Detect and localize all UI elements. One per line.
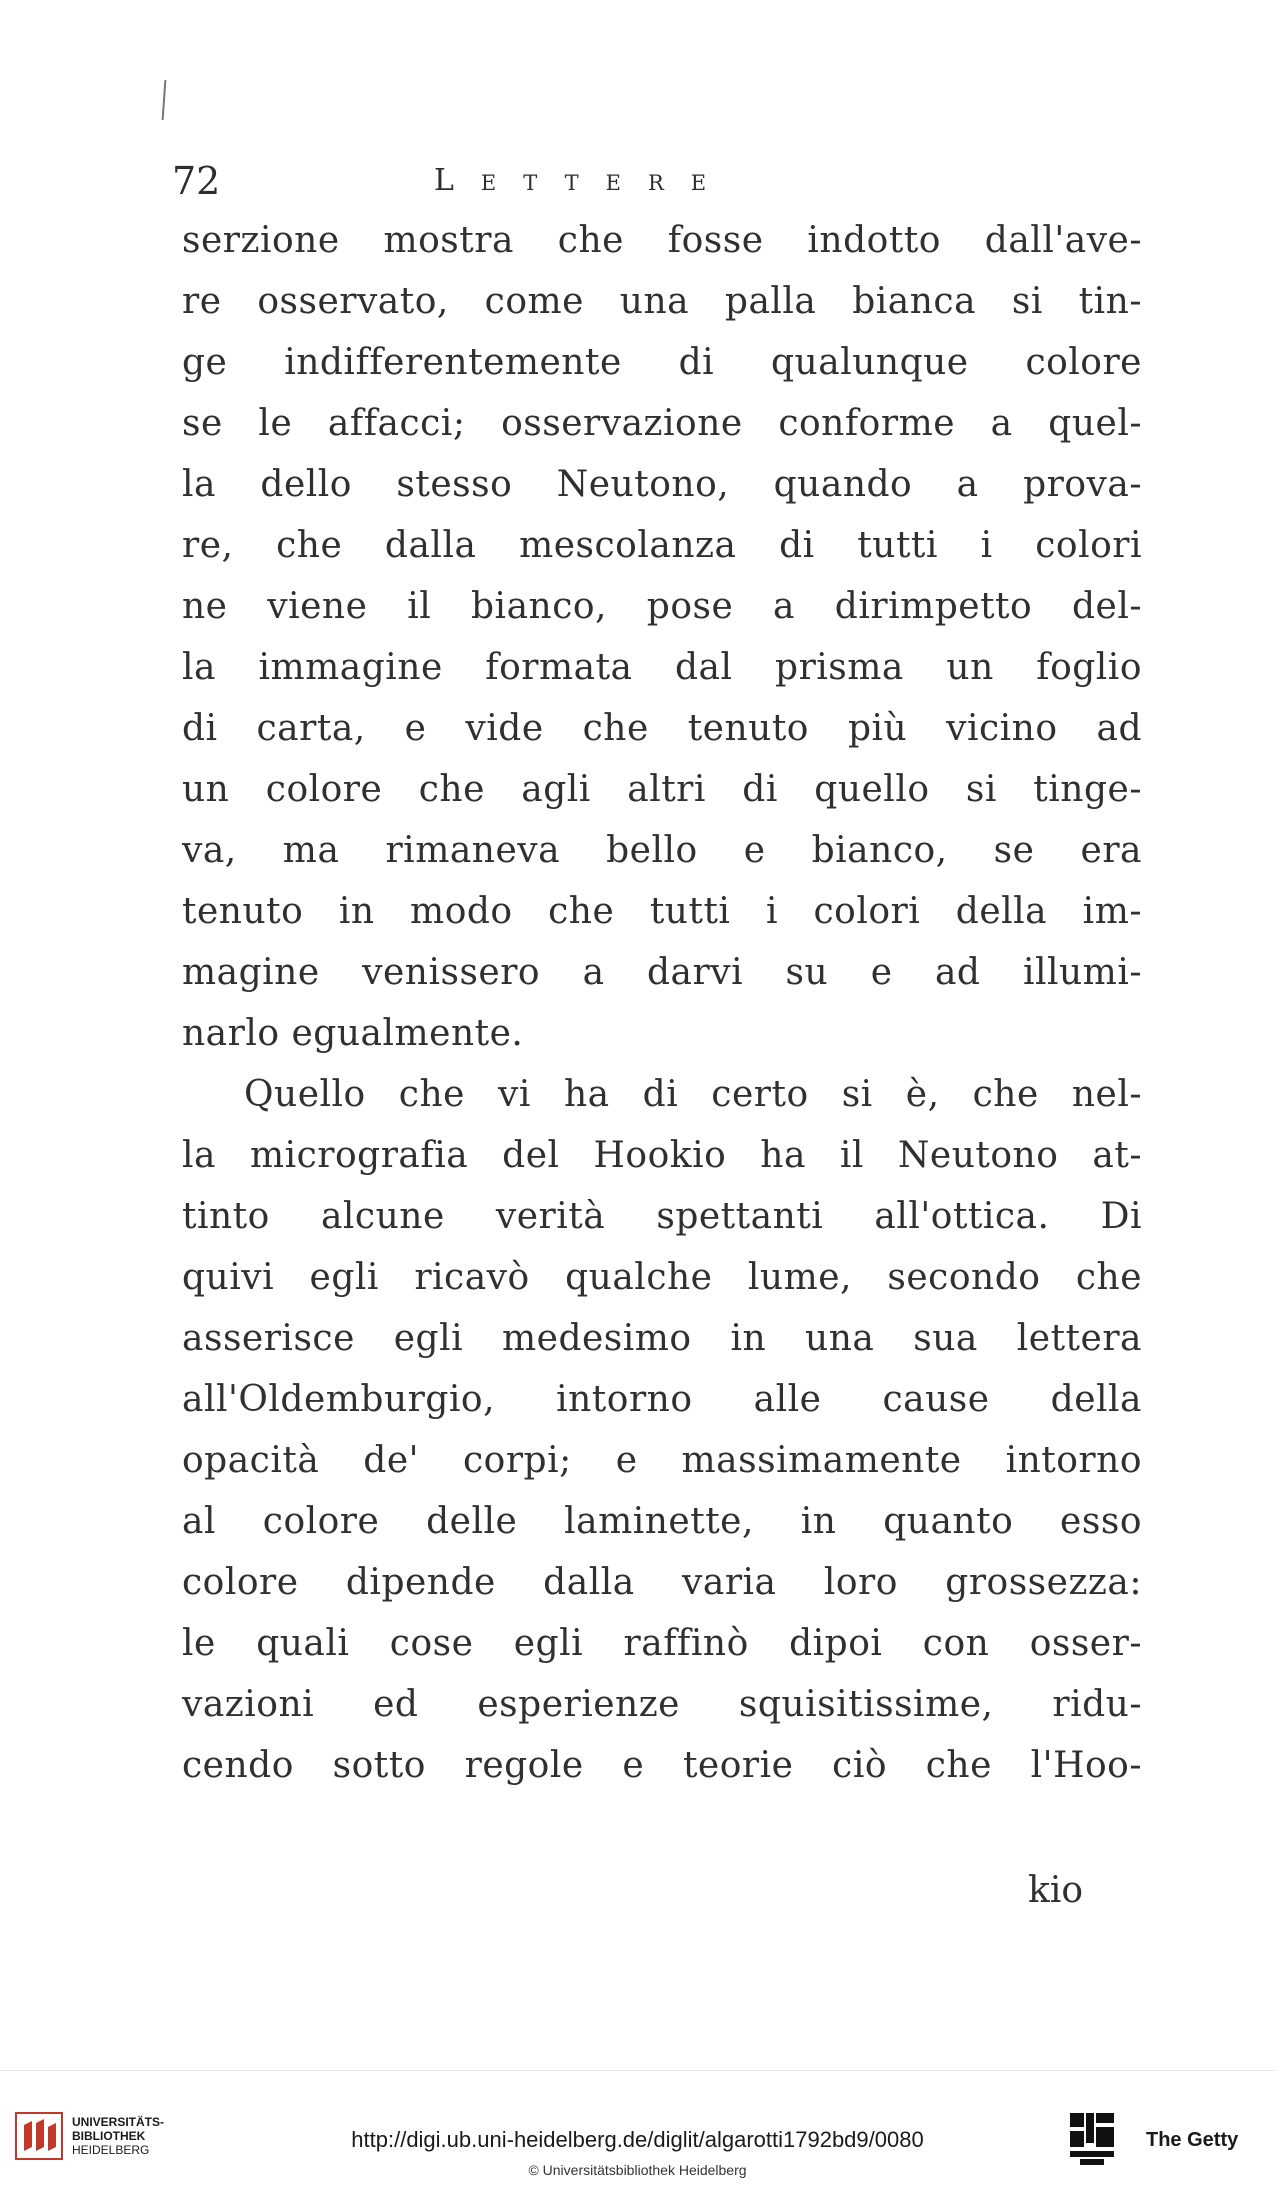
running-title: Lettere	[434, 163, 734, 198]
running-head	[172, 158, 872, 204]
text-line: all'Oldemburgio, intorno alle cause della	[182, 1379, 1142, 1420]
text-line: la micrografia del Hookio ha il Neutono at-	[182, 1135, 1142, 1176]
text-line: va, ma rimaneva bello e bianco, se era	[182, 830, 1142, 871]
getty-logo-icon	[1070, 2113, 1114, 2165]
library-name-line: HEIDELBERG	[72, 2143, 150, 2157]
partner-name: The Getty	[1146, 2129, 1239, 2151]
text-line: asserisce egli medesimo in una sua lettera	[182, 1318, 1142, 1359]
text-line: serzione mostra che fosse indotto dall'ave-	[182, 220, 1142, 261]
text-line: la immagine formata dal prisma un foglio	[182, 647, 1142, 688]
text-line: un colore che agli altri di quello si tinge-	[182, 769, 1142, 810]
catchword: kio	[1028, 1870, 1084, 1911]
page-number: 72	[172, 159, 221, 203]
text-line: vazioni ed esperienze squisitissime, ridu-	[182, 1684, 1142, 1725]
text-line: se le affacci; osservazione conforme a quel-	[182, 403, 1142, 444]
text-line: le quali cose egli raffinò dipoi con osser-	[182, 1623, 1142, 1664]
text-line: al colore delle laminette, in quanto esso	[182, 1501, 1142, 1542]
scan-mark	[162, 80, 167, 120]
text-line: re osservato, come una palla bianca si tin-	[182, 281, 1142, 322]
viewer-footer	[0, 2070, 1275, 2201]
text-line: ne viene il bianco, pose a dirimpetto del-	[182, 586, 1142, 627]
copyright-notice: © Universitätsbibliothek Heidelberg	[528, 2162, 747, 2178]
text-line: la dello stesso Neutono, quando a prova-	[182, 464, 1142, 505]
paragraph-first-line: Quello che vi ha di certo si è, che nel-	[244, 1074, 1142, 1115]
text-line: opacità de' corpi; e massimamente intorno	[182, 1440, 1142, 1481]
text-line: cendo sotto regole e teorie ciò che l'Hoo-	[182, 1745, 1142, 1786]
text-line: quivi egli ricavò qualche lume, secondo che	[182, 1257, 1142, 1298]
text-line: tinto alcune verità spettanti all'ottica. Di	[182, 1196, 1142, 1237]
library-name-line: BIBLIOTHEK	[72, 2129, 146, 2143]
library-name-line: UNIVERSITÄTS-	[72, 2115, 165, 2129]
text-line: tenuto in modo che tutti i colori della im-	[182, 891, 1142, 932]
body-text	[182, 210, 1142, 1796]
text-line: ge indifferentemente di qualunque colore	[182, 342, 1142, 383]
text-line: re, che dalla mescolanza di tutti i colori	[182, 525, 1142, 566]
text-line: magine venissero a darvi su e ad illumi-	[182, 952, 1142, 993]
text-line: di carta, e vide che tenuto più vicino ad	[182, 708, 1142, 749]
text-line: colore dipende dalla varia loro grossezza:	[182, 1562, 1142, 1603]
permalink-url[interactable]: http://digi.ub.uni-heidelberg.de/diglit/algarotti1792bd9/0080	[351, 2127, 924, 2152]
text-line: narlo egualmente.	[182, 1013, 524, 1054]
